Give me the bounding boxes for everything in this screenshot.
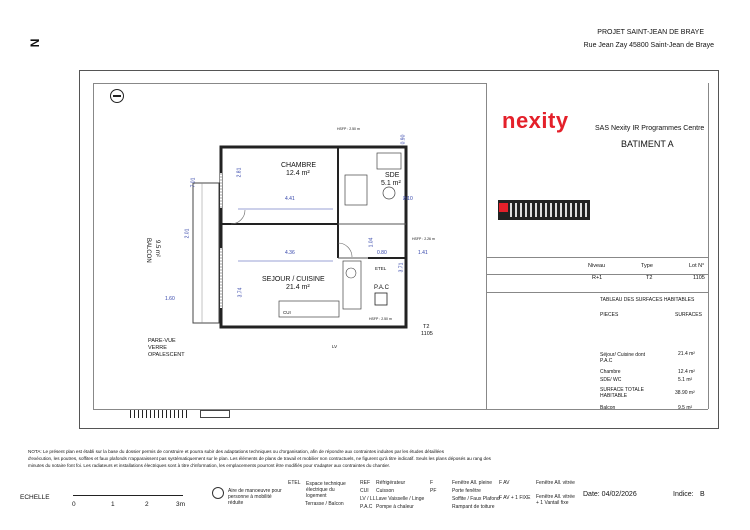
pac-label: P.A.C	[374, 285, 389, 291]
lot-label: Lot N°	[689, 263, 705, 269]
surfaces-title: TABLEAU DES SURFACES HABITABLES	[600, 297, 695, 303]
col-surfaces: SURFACES	[675, 312, 702, 318]
hsfp-label: HSFP : 2.26 m	[412, 237, 435, 241]
ref-desc: Réfrigérateur	[376, 480, 406, 486]
title-block-divider	[486, 83, 487, 410]
dimension: 0.90	[400, 134, 407, 145]
hsfp-label: HSFP : 2.50 m	[337, 127, 360, 131]
building-name: BATIMENT A	[621, 139, 674, 149]
title-block-rule	[486, 292, 708, 293]
terrasse-desc: Terrasse / Balcon	[305, 501, 344, 507]
dimension: 1.41	[418, 250, 428, 256]
rampant-desc: Rampant de toiture	[452, 504, 495, 510]
scale-tick: 0	[72, 501, 76, 508]
lvll-code: LV / LL	[360, 496, 376, 502]
dimension: 1.04	[368, 237, 375, 248]
surface-value: 21.4 m²	[678, 351, 695, 357]
dimension: 2.10	[403, 196, 413, 202]
frame-inner	[708, 83, 709, 409]
cui-label: CUI	[283, 310, 291, 315]
pf-desc: Porte fenêtre	[452, 488, 481, 494]
f-desc: Fenêtre All. pleine	[452, 480, 493, 486]
pare-vue-label: PARE-VUE	[148, 338, 176, 344]
f-code: F	[430, 480, 434, 486]
north-label: N	[27, 38, 42, 48]
surface-value: 38.90 m²	[675, 390, 695, 396]
etel-label: ETEL	[375, 266, 387, 271]
t2-label: T2	[423, 324, 430, 330]
room-sde: SDE	[385, 172, 400, 179]
room-sde-area: 5.1 m²	[381, 180, 401, 187]
room-chambre: CHAMBRE	[281, 162, 317, 169]
surface-value: 5.1 m²	[678, 377, 693, 383]
surface-piece: Chambre	[600, 369, 621, 375]
scale-tick: 2	[145, 501, 149, 508]
nota-line-1: NOTA: Le présent plan est établi sur la base du dossier permis de construire et pourra subir des adaptations techniques ou d'organisation, afin de répondre aux contraintes induites par les études détaillées	[28, 449, 445, 454]
scale-tick: 1	[111, 501, 115, 508]
key-plan-grid	[510, 203, 588, 217]
dimension: 2.01	[184, 228, 191, 239]
niveau-value: R+1	[592, 275, 603, 281]
cui-desc: Cuisson	[376, 488, 395, 494]
nota-line-2: d'exécution, les poutres, soffites et faux plafonds n'apparaissent pas systématiquement sur le plan. Les éléments de plans de travail et mobilier non contractuels, ne figurent qu'à titre indicatif. Seuls les plans déposés au rang des	[28, 456, 491, 461]
echelle-label: ECHELLE	[20, 494, 50, 501]
etel-code: ETEL	[288, 480, 301, 486]
room-balcon-area: 9.5 m²	[154, 240, 160, 258]
fav1-desc: Fenêtre All. vitrée + 1 Vantail fixe	[536, 494, 575, 506]
t2-lot: 1105	[421, 331, 433, 337]
pmr-circle-icon	[212, 487, 224, 499]
surface-piece: Balcon	[600, 405, 616, 411]
type-value: T2	[646, 275, 653, 281]
dimension: 0.80	[377, 250, 387, 256]
cui-code: CUI	[360, 488, 369, 494]
scale-bar	[73, 495, 183, 496]
niveau-label: Niveau	[588, 263, 606, 269]
title-block-rule	[486, 257, 708, 258]
floor-plan	[93, 83, 486, 409]
pac-desc: Pompe à chaleur	[376, 504, 414, 510]
railing	[130, 410, 188, 418]
room-sejour: SEJOUR / CUISINE	[262, 276, 325, 283]
fav-code: F AV	[499, 480, 510, 486]
soffite-desc: Soffite / Faux Plafond	[452, 496, 500, 502]
hsfp-label: HSFP : 2.50 m	[369, 317, 392, 321]
railing	[200, 410, 230, 418]
type-label: Type	[641, 263, 653, 269]
date-label: Date: 04/02/2026	[583, 491, 637, 498]
scale-tick: 3m	[176, 501, 186, 508]
dimension: 3.74	[237, 287, 244, 298]
lv-label: LV	[332, 344, 338, 349]
dimension: 3.71	[398, 262, 405, 273]
pf-code: PF	[430, 488, 437, 494]
verre-label: VERRE	[148, 345, 167, 351]
etel-desc: Espace technique électrique du logement	[306, 481, 346, 499]
dimension: 1.60	[165, 296, 175, 302]
key-plan-highlight	[499, 203, 508, 212]
indice-label: Indice:	[673, 491, 694, 498]
room-chambre-area: 12.4 m²	[286, 170, 310, 177]
aire-desc: Aire de manoeuvre pour personne à mobilité réduite	[228, 488, 282, 506]
surface-piece: SURFACE TOTALE HABITABLE	[600, 387, 644, 399]
surface-piece: Séjour/ Cuisine dont P.A.C	[600, 352, 646, 364]
lot-value: 1105	[693, 275, 705, 281]
room-balcon: BALCON	[145, 238, 151, 263]
nexity-logo: nexity	[502, 108, 569, 133]
nota-line-3: minutes du notaire font foi. Les radiateurs et installations électriques sont à titre d'information, les emplacements pourront être modifiés pour s'adapter aux contraintes du chantier.	[28, 463, 391, 468]
dimension: 4.41	[285, 196, 295, 202]
indice-value: B	[700, 491, 705, 498]
room-sejour-area: 21.4 m²	[286, 284, 310, 291]
company-name: SAS Nexity IR Programmes Centre	[595, 125, 705, 132]
col-pieces: PIECES	[600, 312, 619, 318]
pac-code: P.A.C	[360, 504, 373, 510]
dimension: 4.36	[285, 250, 295, 256]
dimension: 7.01	[190, 177, 197, 188]
surface-value: 9.5 m²	[678, 405, 693, 411]
fav-desc: Fenêtre All. vitrée	[536, 480, 575, 486]
surface-piece: SDE/ WC	[600, 377, 622, 383]
surface-value: 12.4 m²	[678, 369, 695, 375]
lvll-desc: Lave Vaisselle / Linge	[376, 496, 425, 502]
dimension: 2.81	[236, 167, 243, 178]
project-title: PROJET SAINT-JEAN DE BRAYE	[597, 29, 704, 36]
ref-code: REF	[360, 480, 370, 486]
fav1-code: F AV + 1 FIXE	[499, 495, 531, 501]
opalescent-label: OPALESCENT	[148, 352, 185, 358]
project-address: Rue Jean Zay 45800 Saint-Jean de Braye	[583, 42, 714, 49]
